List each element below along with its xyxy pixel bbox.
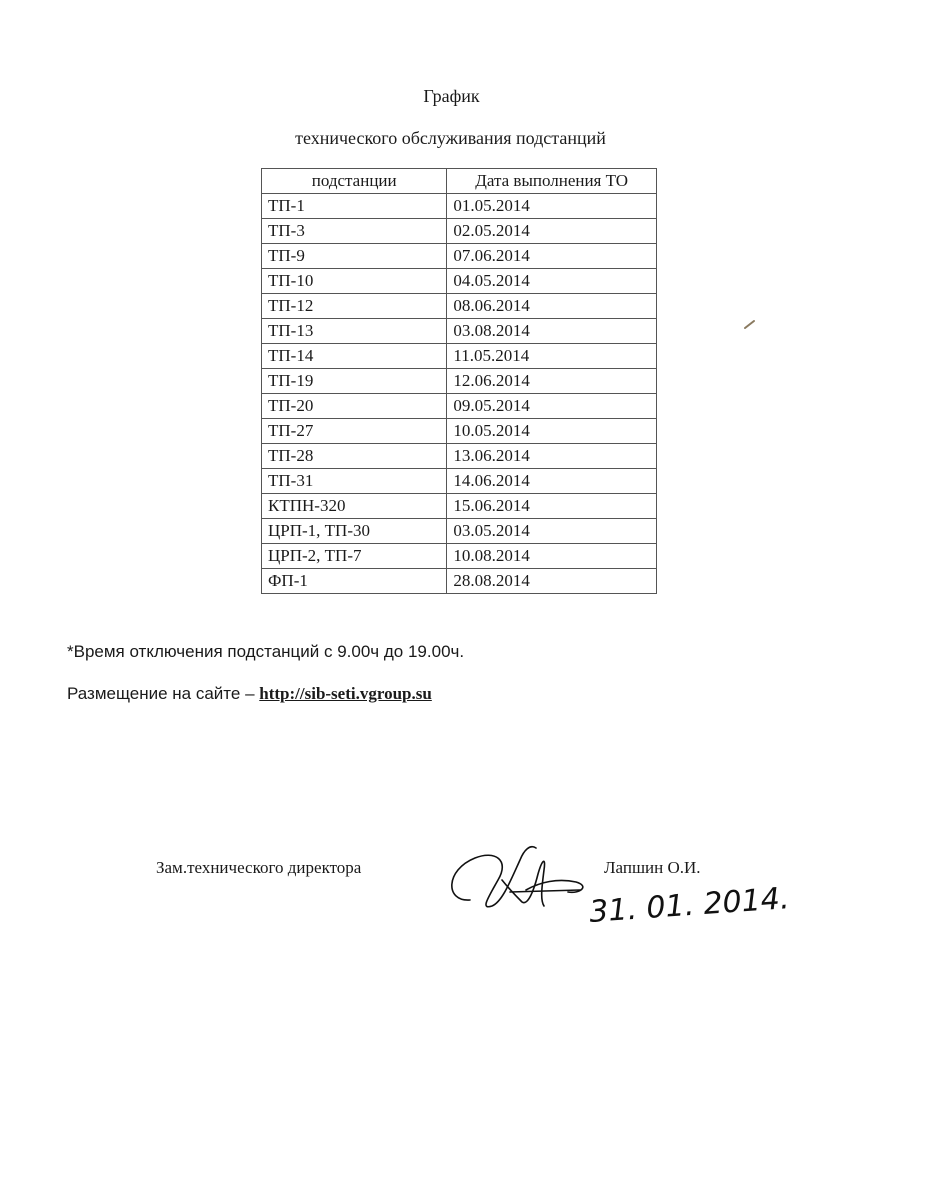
substation-cell: КТПН-320 <box>262 494 447 519</box>
maintenance-date-cell: 07.06.2014 <box>447 244 657 269</box>
table-row <box>262 394 657 419</box>
table-row <box>262 519 657 544</box>
substation-cell: ТП-3 <box>262 219 447 244</box>
maintenance-date-cell: 03.05.2014 <box>447 519 657 544</box>
maintenance-date-cell: 12.06.2014 <box>447 369 657 394</box>
header-substation: подстанции <box>262 169 447 194</box>
maintenance-date-cell: 10.08.2014 <box>447 544 657 569</box>
maintenance-date-cell: 02.05.2014 <box>447 219 657 244</box>
substation-cell: ТП-9 <box>262 244 447 269</box>
substation-cell: ЦРП-2, ТП-7 <box>262 544 447 569</box>
handwritten-signature-and-date <box>440 830 800 940</box>
substation-cell: ТП-13 <box>262 319 447 344</box>
maintenance-date-cell: 01.05.2014 <box>447 194 657 219</box>
substation-cell: ТП-10 <box>262 269 447 294</box>
maintenance-date-cell: 08.06.2014 <box>447 294 657 319</box>
table-row <box>262 194 657 219</box>
table-header-row <box>262 169 657 194</box>
table-row <box>262 544 657 569</box>
substation-cell: ТП-1 <box>262 194 447 219</box>
maintenance-date-cell: 28.08.2014 <box>447 569 657 594</box>
substation-cell: ФП-1 <box>262 569 447 594</box>
header-date: Дата выполнения ТО <box>447 169 657 194</box>
substation-cell: ТП-20 <box>262 394 447 419</box>
table-row <box>262 469 657 494</box>
site-link[interactable]: http://sib-seti.vgroup.su <box>259 684 432 703</box>
substation-cell: ТП-19 <box>262 369 447 394</box>
outage-time-note: *Время отключения подстанций с 9.00ч до 19.00ч. <box>67 642 465 661</box>
document-title: График <box>423 86 480 106</box>
table-row <box>262 419 657 444</box>
table-row <box>262 294 657 319</box>
substation-cell: ЦРП-1, ТП-30 <box>262 519 447 544</box>
paper-speck <box>743 318 757 330</box>
substation-cell: ТП-27 <box>262 419 447 444</box>
signer-position: Зам.технического директора <box>156 858 362 877</box>
table-row <box>262 494 657 519</box>
maintenance-date-cell: 13.06.2014 <box>447 444 657 469</box>
signer-name: Лапшин О.И. <box>604 858 701 877</box>
maintenance-date-cell: 11.05.2014 <box>447 344 657 369</box>
table-row <box>262 244 657 269</box>
maintenance-date-cell: 04.05.2014 <box>447 269 657 294</box>
maintenance-date-cell: 03.08.2014 <box>447 319 657 344</box>
site-line <box>67 684 432 704</box>
table-row <box>262 569 657 594</box>
table-row <box>262 269 657 294</box>
maintenance-schedule-table <box>261 168 657 594</box>
table-row <box>262 369 657 394</box>
maintenance-date-cell: 09.05.2014 <box>447 394 657 419</box>
table-row <box>262 319 657 344</box>
table-row <box>262 219 657 244</box>
table-row <box>262 444 657 469</box>
document-subtitle: технического обслуживания подстанций <box>295 128 606 148</box>
substation-cell: ТП-12 <box>262 294 447 319</box>
maintenance-date-cell: 15.06.2014 <box>447 494 657 519</box>
maintenance-date-cell: 14.06.2014 <box>447 469 657 494</box>
handwritten-date: 31. 01. 2014. <box>588 881 791 930</box>
substation-cell: ТП-31 <box>262 469 447 494</box>
site-label: Размещение на сайте – <box>67 684 260 703</box>
substation-cell: ТП-14 <box>262 344 447 369</box>
table-row <box>262 344 657 369</box>
substation-cell: ТП-28 <box>262 444 447 469</box>
maintenance-date-cell: 10.05.2014 <box>447 419 657 444</box>
